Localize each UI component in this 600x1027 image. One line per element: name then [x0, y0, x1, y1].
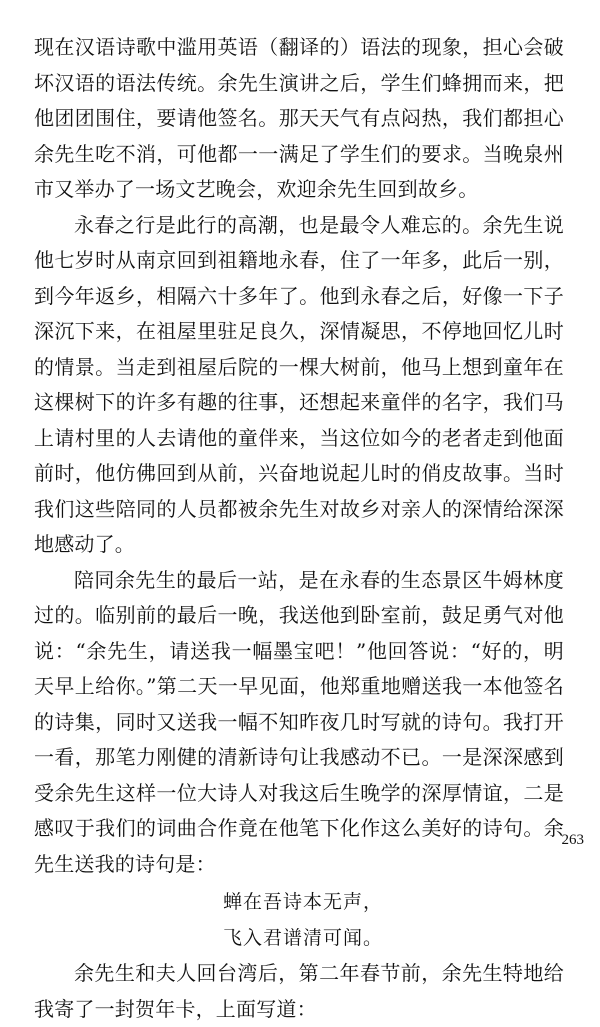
paragraph-yongchun-trip: 永春之行是此行的高潮，也是最令人难忘的。余先生说他七岁时从南京回到祖籍地永春，住了一年多，此后一别，到今年返乡，相隔六十多年了。他到永春之后，好像一下子深沉下来，在祖屋里驻足良久，深情凝思，不停地回忆儿时的情景。当走到祖屋后院的一棵大树前，他马上想到童年在这棵树下的许多有趣的往事，还想起来童伴的名字，我们马上请村里的人去请他的童伴来，当这位如今的老者走到他面前时，他仿佛回到从前，兴奋地说起儿时的俏皮故事。当时我们这些陪同的人员都被余先生对故乡对亲人的深情给深深地感动了。 [34, 212, 564, 556]
poem-line-2: 飞入君谱清可闻。 [223, 927, 384, 949]
paragraph-continuation: 现在汉语诗歌中滥用英语（翻译的）语法的现象，担心会破坏汉语的语法传统。余先生演讲之后，学生们蜂拥而来，把他团团围住，要请他签名。那天天气有点闷热，我们都担心余先生吃不消，可他都一一满足了学生们的要求。当晚泉州市又举办了一场文艺晚会，欢迎余先生回到故乡。 [34, 35, 564, 201]
page-number: 263 [561, 832, 584, 848]
poem-block [34, 884, 564, 956]
paragraph-last-stop: 陪同余先生的最后一站，是在永春的生态景区牛姆林度过的。临别前的最后一晚，我送他到卧室前，鼓足勇气对他说：“余先生，请送我一幅墨宝吧！”他回答说：“好的，明天早上给你。”第二天一早见面，他郑重地赠送我一本他签名的诗集，同时又送我一幅不知昨夜几时写就的诗句。我打开一看，那笔力刚健的清新诗句让我感动不已。一是深深感到受余先生这样一位大诗人对我这后生晚学的深厚情谊，二是感叹于我们的词曲合作竟在他笔下化作这么美好的诗句。余先生送我的诗句是： [34, 567, 564, 876]
poem-line-1: 蝉在吾诗本无声， [223, 891, 384, 913]
paragraph-new-year-card: 余先生和夫人回台湾后，第二年春节前，余先生特地给我寄了一封贺年卡，上面写道： [34, 961, 564, 1021]
